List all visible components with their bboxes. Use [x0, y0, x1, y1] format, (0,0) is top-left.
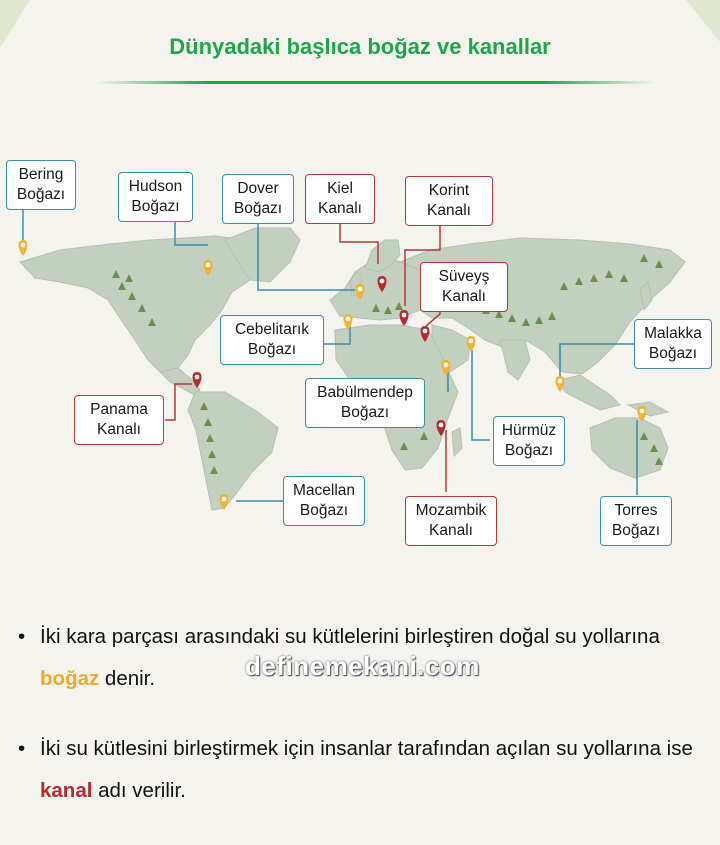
bullet-text: adı verilir. — [92, 779, 186, 802]
highlight-strait: boğaz — [40, 667, 100, 690]
label-bering-strait: Bering Boğazı — [6, 160, 76, 210]
connector-hurmuz — [472, 350, 490, 440]
bullet-text: İki su kütlesini birleştirmek için insanlar tarafından açılan su yollarına ise — [40, 737, 693, 760]
bullet-dot: • — [18, 625, 26, 648]
label-hudson-strait: Hudson Boğazı — [118, 172, 193, 222]
madagascar — [452, 428, 462, 456]
label-malakka-strait: Malakka Boğazı — [634, 319, 712, 369]
pin-bering — [19, 240, 28, 256]
label-babulmendep-strait: Babülmendep Boğazı — [305, 378, 425, 428]
definitions — [18, 616, 708, 840]
pin-korint — [400, 310, 409, 326]
bullet-dot: • — [18, 737, 26, 760]
watermark: definemekani.com — [245, 651, 480, 681]
bullet-canal-definition — [18, 728, 708, 812]
se-asia — [560, 375, 620, 410]
label-mozambik-canal: Mozambik Kanalı — [405, 496, 497, 546]
label-cebelitarik-strait: Cebelitarık Boğazı — [220, 315, 324, 365]
label-dover-strait: Dover Boğazı — [222, 174, 294, 224]
label-hurmuz-strait: Hürmüz Boğazı — [493, 416, 565, 466]
india — [500, 340, 530, 380]
label-kiel-canal: Kiel Kanalı — [305, 174, 375, 224]
label-torres-strait: Torres Boğazı — [600, 496, 672, 546]
page-title: Dünyadaki başlıca boğaz ve kanallar — [169, 34, 551, 59]
label-panama-canal: Panama Kanalı — [74, 395, 164, 445]
label-korint-canal: Korint Kanalı — [405, 176, 493, 226]
bullet-text: İki kara parçası arasındaki su kütlelerini birleştiren doğal su yollarına — [40, 625, 660, 648]
highlight-canal: kanal — [40, 779, 93, 802]
label-macellan-strait: Macellan Boğazı — [283, 476, 365, 526]
label-suveys-canal: Süveyş Kanalı — [420, 262, 508, 312]
bullet-text: denir. — [99, 667, 156, 690]
new-guinea — [628, 402, 668, 416]
australia — [590, 418, 668, 478]
pin-malakka — [556, 376, 565, 392]
